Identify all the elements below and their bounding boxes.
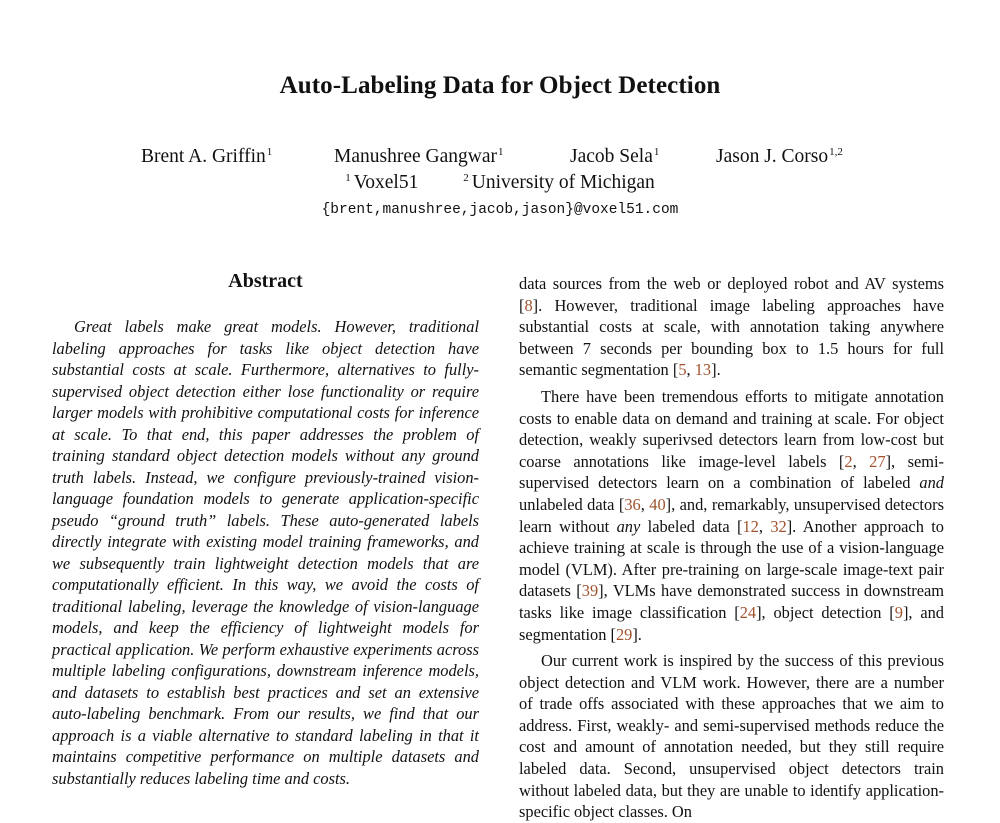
text-run: ]. However, traditional image labeling approaches have substantial costs at scale, with annotation taking anywhere between 7 seconds per bounding box to 1.5 hours for full semantic segmentation [	[519, 295, 944, 380]
author-name: Jacob Sela	[570, 146, 653, 167]
citation-link[interactable]: 2	[844, 451, 853, 471]
citation-link[interactable]: 39	[581, 581, 599, 601]
body-paragraph-2	[519, 386, 944, 645]
affiliation-1	[345, 172, 418, 194]
citation-link[interactable]: 5	[678, 360, 687, 380]
citation-link[interactable]: 27	[869, 451, 886, 471]
citation-link[interactable]: 32	[770, 516, 787, 536]
text-run: unlabeled data [	[519, 494, 625, 514]
abstract-text: Great labels make great models. However, traditional labeling approaches for tasks like object detection have substantial costs at scale. Furthermore, alternatives to fully-supervised object detection either lose functionality or require larger models with prohibitive computational costs for inference at scale. To that end, this paper addresses the problem of training standard object detection models without any ground truth labels. Instead, we configure previously-trained vision-language foundation models to generate application-specific pseudo “ground truth” labels. These auto-generated labels directly integrate with existing model training frameworks, and we subsequently train lightweight detection models that are computationally efficient. In this way, we avoid the costs of traditional labeling, leverage the knowledge of vision-language models, and keep the efficiency of lightweight models for practical application. We perform exhaustive experiments across multiple labeling configurations, downstream inference models, and datasets to establish best practices and set an extensive auto-labeling benchmark. From our results, we find that our approach is a viable alternative to standard labeling in that it maintains competitive performance on multiple datasets and substantially reduces labeling time and costs.	[52, 317, 479, 788]
citation-link[interactable]: 8	[524, 295, 533, 315]
author-affiliation-mark: 1	[653, 146, 660, 158]
citation-link[interactable]: 24	[739, 602, 757, 622]
affiliation-list	[0, 172, 1000, 194]
author-affiliation-mark: 1	[497, 146, 504, 158]
affiliation-name: University of Michigan	[471, 172, 655, 193]
author-3	[570, 146, 659, 168]
paper-title: Auto-Labeling Data for Object Detection	[279, 72, 721, 99]
text-run: ]. Another approach to achieve training at scale is through the use of a vision-language model (VLM). After pre-training on large-scale image-text pair datasets [	[519, 516, 945, 601]
affiliation-mark: 2	[463, 172, 469, 184]
text-run: ].	[632, 624, 642, 644]
body-paragraph-3: Our current work is inspired by the success of this previous object detection and VLM work. However, there are a number of trade offs associated with these approaches that we aim to address. First, weakly- and semi-supervised methods reduce the cost and amount of annotation needed, but they still require labeled data. Second, unsupervised object detectors train without labeled data, but they are unable to identify application-specific object classes. On	[519, 651, 944, 822]
citation-link[interactable]: 13	[694, 360, 712, 380]
author-affiliation-mark: 1	[266, 146, 273, 158]
citation-link[interactable]: 36	[624, 494, 641, 514]
text-run: ], object detection [	[756, 602, 895, 622]
author-list	[0, 146, 1000, 172]
affiliation-2	[463, 172, 655, 194]
citation-link[interactable]: 29	[615, 624, 633, 644]
text-run: ,	[852, 451, 870, 471]
text-run: labeled data [	[640, 516, 743, 536]
author-emails: {brent,manushree,jacob,jason}@voxel51.com	[321, 202, 679, 218]
author-affiliation-mark: 1,2	[829, 146, 843, 158]
affiliation-name: Voxel51	[353, 172, 419, 193]
author-name: Manushree Gangwar	[334, 146, 497, 167]
text-run: ].	[711, 360, 721, 380]
text-run: ,	[758, 516, 771, 536]
author-1	[141, 146, 272, 168]
abstract-heading: Abstract	[228, 270, 303, 292]
text-run: There have been tremendous efforts to mitigate annotation costs to enable data on demand and training at scale. For object detection, weakly superivsed detectors learn from low-cost but coarse annotations like image-level labels [	[519, 386, 944, 471]
citation-link[interactable]: 12	[742, 516, 759, 536]
text-run: ], and segmentation [	[519, 602, 944, 644]
author-4	[716, 146, 843, 168]
author-name: Brent A. Griffin	[141, 146, 266, 167]
citation-link[interactable]: 40	[649, 494, 666, 514]
text-run: data sources from the web or deployed robot and AV systems [	[519, 274, 944, 315]
text-run: ], VLMs have demonstrated success in downstream tasks like image classification [	[519, 581, 944, 622]
author-name: Jason J. Corso	[716, 146, 829, 167]
emphasis: and	[919, 473, 944, 493]
body-column	[519, 273, 944, 823]
author-2	[334, 146, 503, 168]
text-run: ], semi-supervised detectors learn on a combination of labeled	[519, 451, 944, 493]
body-paragraph-1	[519, 273, 944, 381]
text-run: ], and, remarkably, unsupervised detectors learn without	[519, 494, 944, 536]
affiliation-mark: 1	[345, 172, 351, 184]
text-run: ,	[686, 360, 695, 380]
text-run: ,	[640, 494, 650, 514]
citation-link[interactable]: 9	[894, 602, 903, 622]
emphasis: any	[616, 516, 641, 536]
